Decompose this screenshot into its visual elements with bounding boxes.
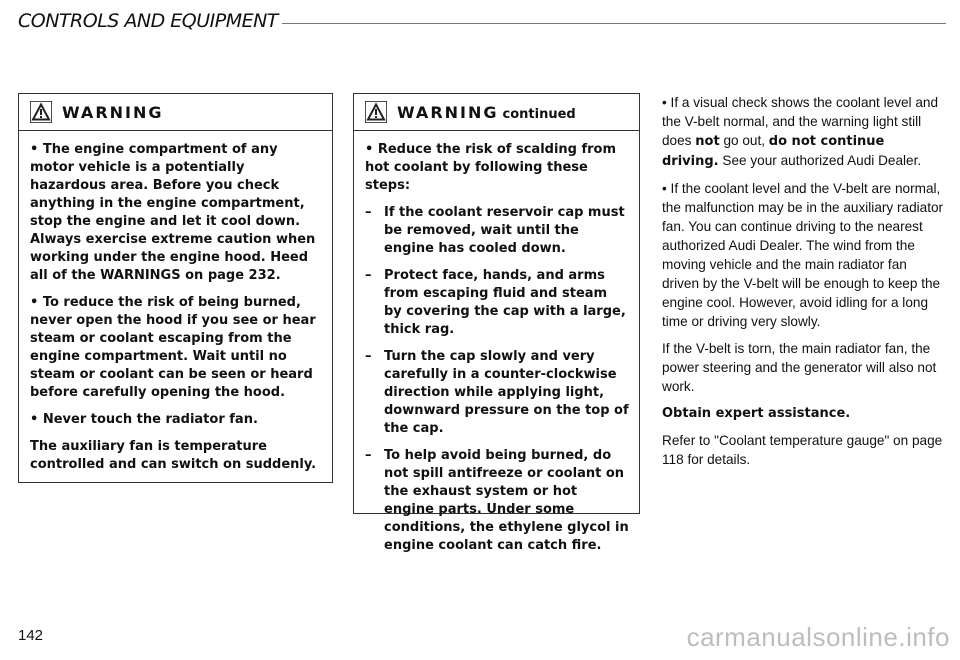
page-header xyxy=(18,6,946,36)
warning-paragraph: • To reduce the risk of being burned, never open the hood if you see or hear steam or coolant escaping from the engine compartment. Wait until no steam or coolant can be seen or heard before carefully opening the hood. xyxy=(30,295,316,400)
warning-box-engine-compartment xyxy=(18,93,333,483)
warning-paragraph: • The engine compartment of any motor vehicle is a potentially hazardous area. Before you check anything in the engine compartment, stop the engine and let it cool down. Always exercise extreme caution when working under the engine hood. Heed all of the WARNINGS on page 232. xyxy=(30,142,316,283)
text-run: See your authorized Audi Dealer. xyxy=(718,153,922,168)
watermark-logo: carmanualsonline.info xyxy=(686,622,950,652)
body-paragraph: Refer to "Coolant temperature gauge" on page 118 for details. xyxy=(662,433,943,467)
warning-triangle-icon xyxy=(365,101,387,123)
warning-steps-list xyxy=(365,204,629,555)
text-run: go out, xyxy=(719,133,769,148)
warning-triangle-icon xyxy=(30,101,52,123)
body-text-column xyxy=(662,93,944,477)
header-rule xyxy=(282,23,946,24)
warning-paragraph: • Never touch the radiator fan. xyxy=(30,412,258,427)
body-paragraph xyxy=(662,93,944,171)
emphasis-text: not xyxy=(695,134,720,149)
warning-title xyxy=(397,103,576,122)
warning-step: – To help avoid being burned, do not spill antifreeze or coolant on the exhaust system or hot engine parts. Under some conditions, the ethylene glycol in engine coolant can catch fire. xyxy=(365,447,629,555)
section-title: CONTROLS AND EQUIPMENT xyxy=(18,10,278,32)
warning-header xyxy=(354,94,639,131)
warning-paragraph: The auxiliary fan is temperature controlled and can switch on suddenly. xyxy=(30,439,317,472)
warning-step: – If the coolant reservoir cap must be removed, wait until the engine has cooled down. xyxy=(365,204,629,258)
page-number: 142 xyxy=(18,627,44,644)
warning-step: – Protect face, hands, and arms from escaping fluid and steam by covering the cap with a large, thick rag. xyxy=(365,267,629,339)
body-paragraph: If the V-belt is torn, the main radiator fan, the power steering and the generator will also not work. xyxy=(662,341,937,394)
expert-assistance-heading: Obtain expert assistance. xyxy=(662,406,851,421)
warning-title-text: WARNING xyxy=(397,102,499,122)
warning-box-coolant-scalding xyxy=(353,93,640,553)
warning-intro: • Reduce the risk of scalding from hot coolant by following these steps: xyxy=(365,142,617,193)
text-run: • If a visual check shows the coolant level and the V-belt normal, and the warning light still does xyxy=(662,95,939,148)
emphasis-text: do not continue driving. xyxy=(662,134,885,169)
warning-continued-label: continued xyxy=(502,106,576,122)
warning-header xyxy=(19,94,332,131)
body-paragraph: • If the coolant level and the V-belt are normal, the malfunction may be in the auxiliary radiator fan. You can continue driving to the nearest authorized Audi Dealer. The wind from the moving vehicle and the main radiator fan driven by the V-belt will be enough to keep the engine cool. However, avoid idling for a long time or driving very slowly. xyxy=(662,181,944,329)
warning-title: WARNING xyxy=(62,102,164,122)
warning-step: – Turn the cap slowly and very carefully in a counter-clockwise direction while applying light, downward pressure on the top of the cap. xyxy=(365,348,629,438)
